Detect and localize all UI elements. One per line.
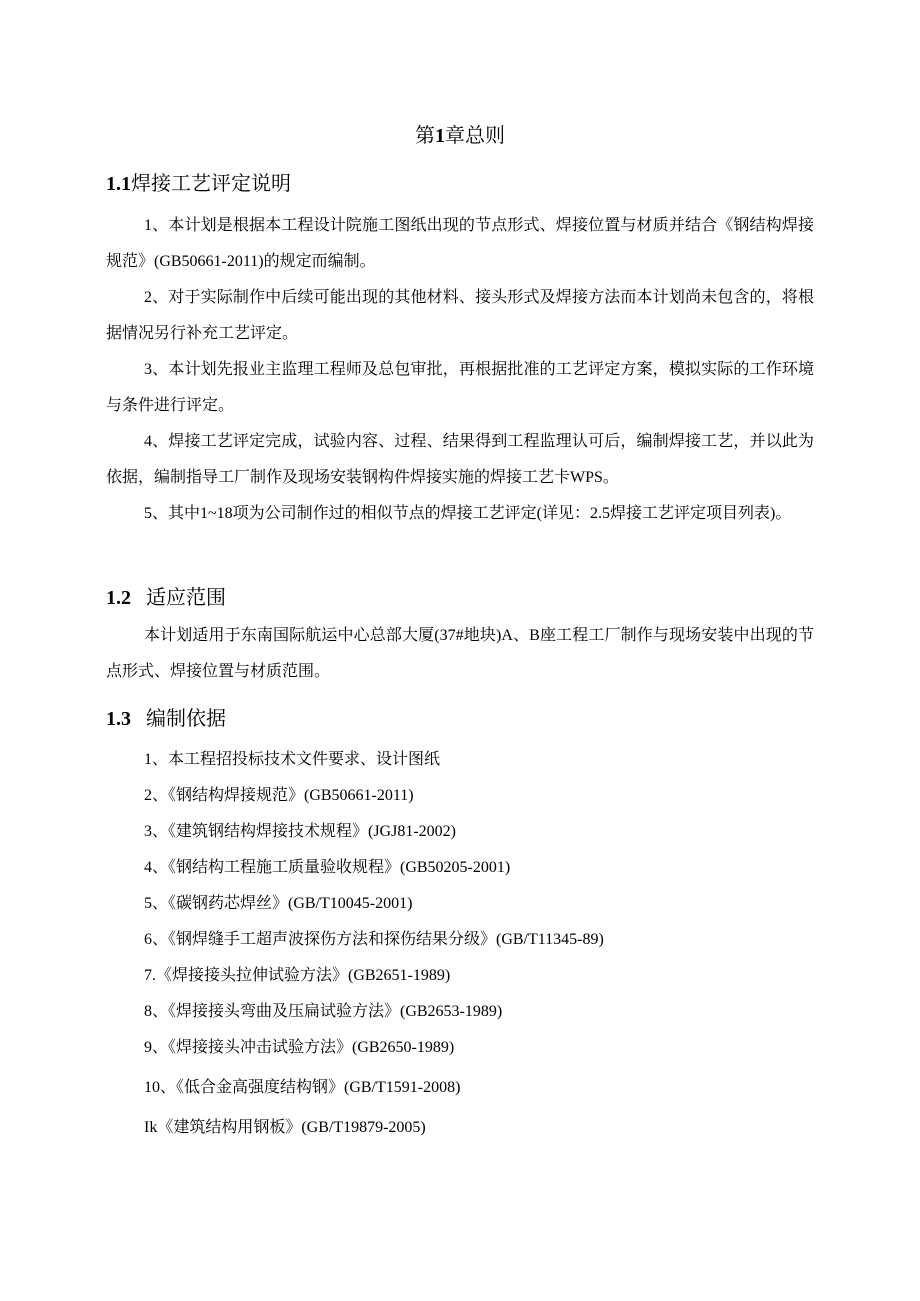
reference-item: 4、《钢结构工程施工质量验收规程》(GB50205-2001)	[144, 859, 511, 876]
reference-item: 6、《钢焊缝手工超声波探伤方法和探伤结果分级》(GB/T11345-89)	[144, 931, 604, 948]
reference-item: 8、《焊接接头弯曲及压扁试验方法》(GB2653-1989)	[144, 1003, 503, 1020]
section-heading-1-1	[106, 170, 291, 198]
section-number: 1.1	[106, 173, 131, 195]
section-number: 1.3	[106, 708, 131, 730]
section-heading-1-3	[106, 705, 226, 733]
paragraph-1-1-3: 3、本计划先报业主监理工程师及总包审批，再根据批准的工艺评定方案，模拟实际的工作环境与条件进行评定。	[106, 361, 814, 414]
reference-item: 7.《焊接接头拉伸试验方法》(GB2651-1989)	[144, 967, 451, 984]
paragraph-1-1-4: 4、焊接工艺评定完成，试验内容、过程、结果得到工程监理认可后，编制焊接工艺，并以此为依据，编制指导工厂制作及现场安装钢构件焊接实施的焊接工艺卡WPS。	[106, 433, 814, 486]
reference-item: 9、《焊接接头冲击试验方法》(GB2650-1989)	[144, 1039, 455, 1056]
section-title: 焊接工艺评定说明	[131, 173, 291, 195]
reference-item: 5、《碳钢药芯焊丝》(GB/T10045-2001)	[144, 895, 413, 912]
reference-item: 1、本工程招投标技术文件要求、设计图纸	[144, 751, 441, 768]
paragraph-1-1-2: 2、对于实际制作中后续可能出现的其他材料、接头形式及焊接方法而本计划尚未包含的，将根据情况另行补充工艺评定。	[106, 289, 814, 342]
section-title: 编制依据	[146, 708, 226, 730]
chapter-title	[0, 122, 920, 150]
paragraph-1-1-1: 1、本计划是根据本工程设计院施工图纸出现的节点形式、焊接位置与材质并结合《钢结构焊接规范》(GB50661-2011)的规定而编制。	[106, 217, 814, 270]
reference-item: Ik《建筑结构用钢板》(GB/T19879-2005)	[144, 1119, 426, 1136]
reference-item: 10、《低合金高强度结构钢》(GB/T1591-2008)	[144, 1079, 461, 1096]
reference-item: 3、《建筑钢结构焊接技术规程》(JGJ81-2002)	[144, 823, 456, 840]
chapter-suffix: 章总则	[445, 125, 505, 147]
chapter-prefix: 第	[415, 125, 435, 147]
reference-item: 2、《钢结构焊接规范》(GB50661-2011)	[144, 787, 414, 804]
paragraph-1-2-1: 本计划适用于东南国际航运中心总部大厦(37#地块)A、B座工程工厂制作与现场安装中出现的节点形式、焊接位置与材质范围。	[106, 627, 814, 680]
section-number: 1.2	[106, 587, 131, 609]
section-title: 适应范围	[146, 587, 226, 609]
paragraph-1-1-5: 5、其中1~18项为公司制作过的相似节点的焊接工艺评定(详见：2.5焊接工艺评定项目列表)。	[144, 505, 792, 522]
chapter-number: 1	[435, 125, 445, 147]
section-heading-1-2	[106, 584, 226, 612]
